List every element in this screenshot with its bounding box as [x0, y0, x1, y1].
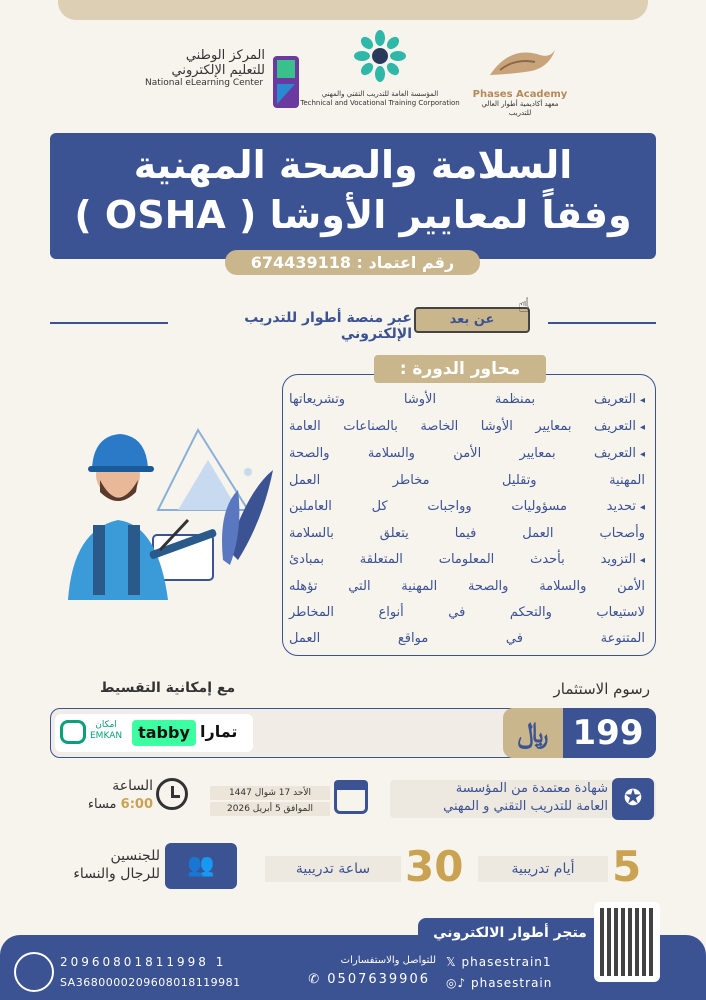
investment-label: رسوم الاستثمار [553, 680, 650, 698]
contact-label: للتواصل والاستفسارات [340, 955, 436, 966]
time-suffix: مساء [87, 797, 117, 812]
iban-number: SA3680000209608018119981 [60, 976, 241, 989]
store-link[interactable]: متجر أطوار الالكتروني [418, 918, 602, 948]
certificate-text [390, 780, 608, 816]
course-title-line2: وفقاً لمعايير الأوشا ( OSHA ) [74, 193, 632, 237]
bank-logo-icon [14, 952, 54, 992]
installment-label: مع إمكانية التقسيط [100, 680, 236, 696]
emkan-icon [60, 720, 86, 744]
topic-line: ◂ التزويد بأحدث المعلومات المتعلقة بمبادئ [289, 547, 645, 574]
nelc-emblem-icon [271, 54, 301, 110]
time-value [85, 797, 153, 812]
platform-text: عبر منصة أطوار للتدريب الإلكتروني [244, 310, 412, 342]
topic-line: ◂ تحديد مسؤوليات وواجبات كل العاملين [289, 494, 645, 521]
topics-heading: محاور الدورة : [374, 355, 546, 383]
social-x-handle: phasestrain1 [461, 955, 552, 969]
topic-line: الأمن والسلامة والصحة المهنية التي تؤهله [289, 579, 645, 594]
days-label: أيام تدريبية [478, 856, 608, 882]
certificate-medal-icon: ✪ [612, 778, 654, 820]
emkan-logo [90, 720, 122, 742]
topic-line: المتنوعة في مواقع العمل [289, 631, 645, 646]
date-gregorian: الموافق 5 أبريل 2026 [210, 802, 330, 816]
instagram-tiktok-icon: ◎♪ [446, 976, 467, 990]
topic-line: لاستيعاب والتحكم في أنواع المخاطر [289, 605, 645, 620]
course-topics-box [282, 374, 656, 656]
date-hijri: الأحد 17 شوال 1447 [210, 786, 330, 800]
safety-worker-illustration [48, 400, 282, 600]
course-title-line1: السلامة والصحة المهنية [133, 143, 573, 187]
whatsapp-icon: ✆ [308, 972, 322, 987]
gender-line2: للرجال والنساء [73, 866, 160, 882]
remote-badge: عن بعد [414, 307, 530, 333]
logo-left-en: National eLearning Center [145, 78, 264, 88]
qr-code-pattern [600, 908, 654, 976]
certificate-line2: العامة للتدريب التقني و المهني [443, 799, 608, 814]
logo-left-ar2: للتعليم الإلكتروني [171, 63, 265, 78]
tabby-logo: tabby [132, 720, 196, 746]
tvtc-emblem-icon [354, 30, 406, 86]
emkan-en: EMKAN [90, 731, 123, 741]
hours-count: 30 [405, 842, 464, 891]
days-count: 5 [612, 842, 642, 891]
account-number: 20960801811998 1 [60, 955, 227, 969]
topic-line: ◂ التعريف بمعايير الأوشا الخاصة بالصناعات العامة [289, 414, 645, 441]
course-topics-list [289, 387, 645, 652]
logo-right-name: Phases Academy [472, 89, 568, 100]
tamara-logo: تمارا [200, 722, 238, 741]
topic-line: ◂ التعريف بمعايير الأمن والسلامة والصحة [289, 441, 645, 468]
phases-academy-logo [470, 40, 570, 120]
time-label: الساعة [112, 778, 153, 794]
gender-line1: للجنسين [110, 848, 160, 864]
time-number: 6:00 [120, 797, 153, 812]
accreditation-badge: رقم اعتماد : 674439118 [225, 250, 480, 275]
logo-mid-en: Technical and Vocational Training Corporation [300, 99, 460, 107]
logo-right-sub: معهد أكاديمية أطوار العالي للتدريب [481, 100, 559, 117]
top-decor-tab [58, 0, 648, 20]
certificate-line1: شهادة معتمدة من المؤسسة [455, 781, 608, 796]
social-other-handle: phasestrain [470, 976, 553, 990]
social-x[interactable] [446, 955, 586, 969]
whatsapp-phone[interactable] [290, 972, 430, 987]
clock-icon [156, 778, 188, 810]
topic-line: المهنية وتقليل مخاطر العمل [289, 473, 645, 488]
tvtc-logo [300, 30, 460, 120]
x-icon: 𝕏 [446, 955, 457, 969]
nelc-logo [145, 48, 305, 118]
hours-label: ساعة تدريبية [265, 856, 401, 882]
course-title-box [50, 133, 656, 259]
divider-left [50, 322, 168, 324]
phone-number: 0507639906 [327, 972, 430, 987]
people-icon: 👥 [165, 843, 237, 889]
divider-right [548, 322, 656, 324]
logo-left-ar1: المركز الوطني [185, 48, 265, 63]
social-other[interactable] [446, 976, 586, 990]
emkan-ar: امكان [95, 720, 117, 730]
logo-mid-ar: المؤسسة العامة للتدريب التقني والمهني [321, 90, 439, 98]
price-amount: 199 [560, 708, 656, 758]
calendar-top-icon [334, 780, 368, 790]
bird-logo-icon [480, 40, 560, 85]
riyal-currency-icon: ﷼ [503, 708, 563, 758]
cursor-click-icon: ☝ [518, 293, 531, 317]
topic-line: وأصحاب العمل فيما يتعلق بالسلامة [289, 526, 645, 541]
topic-line: ◂ التعريف بمنظمة الأوشا وتشريعاتها [289, 387, 645, 414]
